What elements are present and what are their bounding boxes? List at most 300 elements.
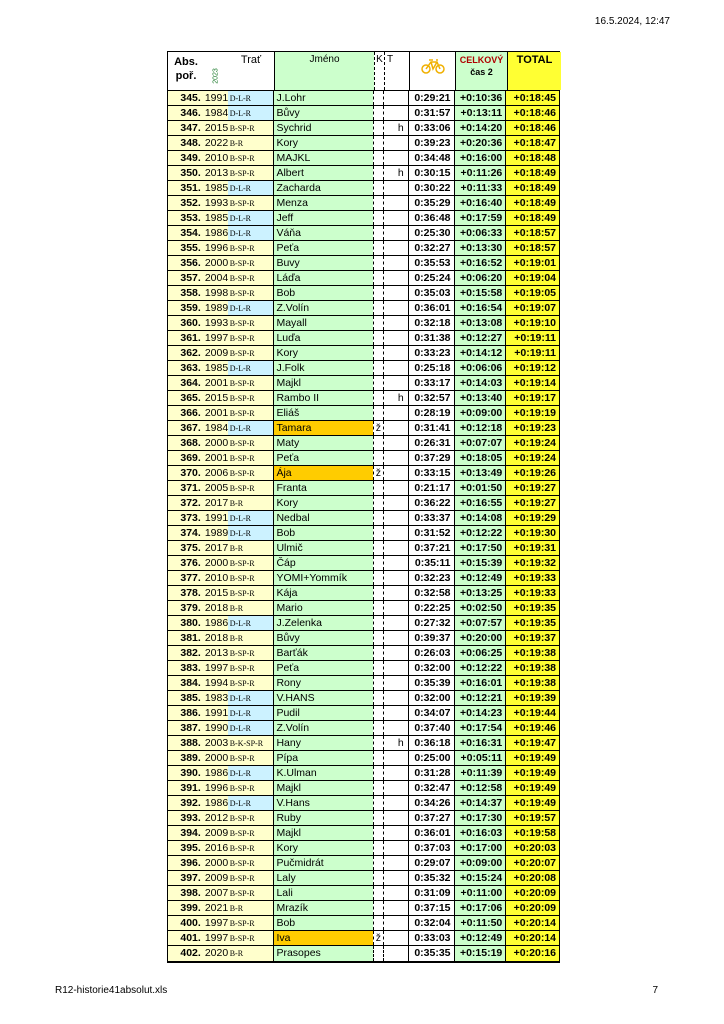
year-cell: 2022 [204, 137, 228, 149]
year-cell: 1990 [204, 722, 228, 734]
abs-cell: 347. [168, 121, 204, 135]
time-cell: 0:26:31 [408, 436, 454, 450]
trat-cell: B-SP-R [228, 661, 274, 675]
total-cell: +0:19:27 [505, 481, 559, 495]
table-row [168, 361, 559, 376]
trat-cell: B-SP-R [228, 196, 274, 210]
celkovy-cell: +0:11:00 [454, 886, 506, 900]
celkovy-cell: +0:17:06 [454, 901, 506, 915]
k-cell [373, 166, 383, 180]
name-cell: Iva [273, 931, 372, 945]
time-cell: 0:33:17 [408, 376, 454, 390]
trat-cell: B-SP-R [228, 346, 274, 360]
t-cell [383, 91, 408, 105]
year-cell: 1984 [204, 107, 228, 119]
year-cell: 1984 [204, 422, 228, 434]
table-row [168, 496, 559, 511]
t-cell [383, 586, 408, 600]
time-cell: 0:33:37 [408, 511, 454, 525]
t-cell [383, 886, 408, 900]
trat-cell: B-SP-R [228, 841, 274, 855]
celkovy-cell: +0:11:39 [454, 766, 506, 780]
name-cell: Tamara [273, 421, 372, 435]
time-cell: 0:37:29 [408, 451, 454, 465]
time-cell: 0:27:32 [408, 616, 454, 630]
time-cell: 0:35:11 [408, 556, 454, 570]
k-cell [373, 196, 383, 210]
k-cell [373, 361, 383, 375]
year-cell: 1985 [204, 182, 228, 194]
total-cell: +0:19:31 [505, 541, 559, 555]
total-cell: +0:19:07 [505, 301, 559, 315]
t-cell [383, 526, 408, 540]
celkovy-cell: +0:12:18 [454, 421, 506, 435]
year-cell: 2000 [204, 557, 228, 569]
trat-cell: D-L-R [228, 91, 274, 105]
abs-cell: 394. [168, 826, 204, 840]
name-cell: Bob [273, 286, 372, 300]
table-row [168, 901, 559, 916]
total-cell: +0:19:49 [505, 781, 559, 795]
table-row [168, 421, 559, 436]
year-cell: 2001 [204, 377, 228, 389]
trat-cell: D-L-R [228, 706, 274, 720]
year-cell: 1991 [204, 707, 228, 719]
celkovy-cell: +0:13:25 [454, 586, 506, 600]
table-row [168, 586, 559, 601]
name-cell: Albert [273, 166, 372, 180]
time-cell: 0:33:23 [408, 346, 454, 360]
abs-cell: 345. [168, 91, 204, 105]
total-cell: +0:18:57 [505, 241, 559, 255]
name-cell: Bůvy [273, 106, 372, 120]
table-body [167, 91, 560, 963]
k-cell [373, 226, 383, 240]
time-cell: 0:31:52 [408, 526, 454, 540]
t-cell: h [383, 121, 408, 135]
k-cell [373, 586, 383, 600]
total-cell: +0:18:45 [505, 91, 559, 105]
year-cell: 1994 [204, 677, 228, 689]
k-cell [373, 121, 383, 135]
abs-cell: 373. [168, 511, 204, 525]
trat-cell: D-L-R [228, 511, 274, 525]
total-cell: +0:20:07 [505, 856, 559, 870]
name-cell: Sychrid [273, 121, 372, 135]
year-cell: 1983 [204, 692, 228, 704]
k-cell: ž [373, 466, 383, 480]
table-row [168, 301, 559, 316]
k-cell [373, 391, 383, 405]
time-cell: 0:25:24 [408, 271, 454, 285]
abs-cell: 366. [168, 406, 204, 420]
time-cell: 0:36:01 [408, 826, 454, 840]
abs-cell: 362. [168, 346, 204, 360]
year-cell: 1996 [204, 782, 228, 794]
trat-cell: B-SP-R [228, 826, 274, 840]
k-cell [373, 106, 383, 120]
trat-cell: D-L-R [228, 766, 274, 780]
t-cell [383, 226, 408, 240]
trat-cell: D-L-R [228, 361, 274, 375]
total-cell: +0:18:49 [505, 211, 559, 225]
footer-filename: R12-historie41absolut.xls [55, 985, 168, 996]
t-cell [383, 931, 408, 945]
year-cell: 2013 [204, 647, 228, 659]
trat-cell: B-SP-R [228, 811, 274, 825]
celkovy-cell: +0:14:23 [454, 706, 506, 720]
celkovy-cell: +0:17:54 [454, 721, 506, 735]
k-cell [373, 271, 383, 285]
time-cell: 0:25:30 [408, 226, 454, 240]
t-cell [383, 571, 408, 585]
k-cell [373, 676, 383, 690]
celkovy-cell: +0:16:03 [454, 826, 506, 840]
year-cell: 1986 [204, 617, 228, 629]
total-cell: +0:19:39 [505, 691, 559, 705]
celkovy-cell: +0:06:33 [454, 226, 506, 240]
time-cell: 0:32:00 [408, 691, 454, 705]
name-cell: Kory [273, 841, 372, 855]
k-cell [373, 796, 383, 810]
trat-cell: D-L-R [228, 301, 274, 315]
t-cell [383, 901, 408, 915]
k-cell [373, 181, 383, 195]
t-cell [383, 616, 408, 630]
table-row [168, 751, 559, 766]
t-cell [383, 601, 408, 615]
k-cell [373, 736, 383, 750]
abs-cell: 375. [168, 541, 204, 555]
t-cell [383, 646, 408, 660]
time-cell: 0:32:00 [408, 661, 454, 675]
table-row [168, 946, 559, 961]
celkovy-cell: +0:06:25 [454, 646, 506, 660]
print-timestamp: 16.5.2024, 12:47 [594, 16, 670, 27]
table-row [168, 706, 559, 721]
k-cell [373, 721, 383, 735]
time-cell: 0:32:57 [408, 391, 454, 405]
name-cell: Majkl [273, 376, 372, 390]
t-cell [383, 436, 408, 450]
time-cell: 0:35:39 [408, 676, 454, 690]
time-cell: 0:25:00 [408, 751, 454, 765]
name-cell: Láďa [273, 271, 372, 285]
t-cell [383, 811, 408, 825]
table-row [168, 286, 559, 301]
trat-cell: B-SP-R [228, 376, 274, 390]
trat-cell: B-SP-R [228, 121, 274, 135]
abs-cell: 348. [168, 136, 204, 150]
celkovy-cell: +0:01:50 [454, 481, 506, 495]
total-cell: +0:19:24 [505, 451, 559, 465]
abs-cell: 393. [168, 811, 204, 825]
table-row [168, 436, 559, 451]
total-cell: +0:19:57 [505, 811, 559, 825]
trat-cell: B-SP-R [228, 556, 274, 570]
name-cell: Kory [273, 136, 372, 150]
trat-cell: B-SP-R [228, 451, 274, 465]
total-cell: +0:19:12 [505, 361, 559, 375]
trat-cell: B-SP-R [228, 871, 274, 885]
celkovy-cell: +0:14:03 [454, 376, 506, 390]
abs-cell: 390. [168, 766, 204, 780]
k-cell [373, 781, 383, 795]
year-cell: 2017 [204, 542, 228, 554]
table-row [168, 481, 559, 496]
table-row [168, 721, 559, 736]
k-cell [373, 916, 383, 930]
abs-cell: 382. [168, 646, 204, 660]
celkovy-cell: +0:05:11 [454, 751, 506, 765]
time-cell: 0:31:38 [408, 331, 454, 345]
name-cell: Rambo II [273, 391, 372, 405]
time-cell: 0:25:18 [408, 361, 454, 375]
abs-cell: 368. [168, 436, 204, 450]
k-cell [373, 661, 383, 675]
table-row [168, 181, 559, 196]
celkovy-cell: +0:14:20 [454, 121, 506, 135]
time-cell: 0:26:03 [408, 646, 454, 660]
abs-cell: 360. [168, 316, 204, 330]
celkovy-cell: +0:12:22 [454, 661, 506, 675]
table-row [168, 241, 559, 256]
t-cell [383, 856, 408, 870]
table-row [168, 796, 559, 811]
k-cell [373, 316, 383, 330]
time-cell: 0:21:17 [408, 481, 454, 495]
total-cell: +0:19:58 [505, 826, 559, 840]
name-cell: Menza [273, 196, 372, 210]
time-cell: 0:35:29 [408, 196, 454, 210]
name-cell: J.Lohr [273, 91, 372, 105]
t-cell [383, 826, 408, 840]
total-cell: +0:18:46 [505, 106, 559, 120]
total-cell: +0:19:32 [505, 556, 559, 570]
abs-cell: 352. [168, 196, 204, 210]
total-cell: +0:19:33 [505, 586, 559, 600]
name-cell: Barťák [273, 646, 372, 660]
name-cell: Majkl [273, 826, 372, 840]
celkovy-cell: +0:12:58 [454, 781, 506, 795]
t-cell [383, 316, 408, 330]
year-cell: 2020 [204, 947, 228, 959]
celkovy-cell: +0:06:06 [454, 361, 506, 375]
k-cell [373, 601, 383, 615]
trat-cell: B-R [228, 946, 274, 961]
year-label: 2023 [212, 68, 220, 84]
abs-cell: 396. [168, 856, 204, 870]
t-cell [383, 556, 408, 570]
time-cell: 0:35:03 [408, 286, 454, 300]
name-cell: Eliáš [273, 406, 372, 420]
total-cell: +0:19:30 [505, 526, 559, 540]
time-cell: 0:34:48 [408, 151, 454, 165]
name-cell: Luďa [273, 331, 372, 345]
celkovy-cell: +0:16:01 [454, 676, 506, 690]
time-cell: 0:37:21 [408, 541, 454, 555]
t-cell [383, 256, 408, 270]
time-cell: 0:32:23 [408, 571, 454, 585]
time-cell: 0:29:21 [408, 91, 454, 105]
t-cell [383, 376, 408, 390]
abs-cell: 385. [168, 691, 204, 705]
time-cell: 0:36:01 [408, 301, 454, 315]
name-cell: Rony [273, 676, 372, 690]
table-row [168, 316, 559, 331]
k-cell [373, 886, 383, 900]
celkovy-cell: +0:17:59 [454, 211, 506, 225]
celkovy-cell: +0:17:00 [454, 841, 506, 855]
bicycle-icon [421, 58, 445, 74]
k-cell [373, 616, 383, 630]
name-cell: Pudil [273, 706, 372, 720]
trat-cell: B-SP-R [228, 391, 274, 405]
t-cell: h [383, 391, 408, 405]
total-cell: +0:19:11 [505, 331, 559, 345]
total-cell: +0:20:16 [505, 946, 559, 961]
name-cell: Peťa [273, 451, 372, 465]
trat-cell: B-SP-R [228, 916, 274, 930]
total-cell: +0:20:03 [505, 841, 559, 855]
table-row [168, 391, 559, 406]
name-cell: Z.Volín [273, 301, 372, 315]
celkovy-cell: +0:13:30 [454, 241, 506, 255]
trat-cell: B-SP-R [228, 586, 274, 600]
t-cell [383, 541, 408, 555]
total-cell: +0:19:35 [505, 601, 559, 615]
name-cell: Prasopes [273, 946, 372, 961]
k-cell [373, 631, 383, 645]
time-cell: 0:33:03 [408, 931, 454, 945]
total-cell: +0:19:01 [505, 256, 559, 270]
abs-cell: 383. [168, 661, 204, 675]
table-row [168, 676, 559, 691]
k-cell [373, 256, 383, 270]
celkovy-cell: +0:12:49 [454, 571, 506, 585]
trat-cell: B-R [228, 496, 274, 510]
time-cell: 0:31:57 [408, 106, 454, 120]
name-cell: Mrazík [273, 901, 372, 915]
name-cell: Jeff [273, 211, 372, 225]
trat-cell: B-SP-R [228, 751, 274, 765]
k-cell [373, 811, 383, 825]
year-cell: 2010 [204, 572, 228, 584]
celkovy-cell: +0:11:26 [454, 166, 506, 180]
trat-cell: B-SP-R [228, 166, 274, 180]
year-cell: 2004 [204, 272, 228, 284]
total-cell: +0:20:09 [505, 886, 559, 900]
col-time-header [409, 52, 455, 90]
name-cell: Kája [273, 586, 372, 600]
trat-cell: B-SP-R [228, 151, 274, 165]
year-cell: 2009 [204, 872, 228, 884]
celkovy-cell: +0:16:31 [454, 736, 506, 750]
trat-cell: D-L-R [228, 421, 274, 435]
abs-cell: 399. [168, 901, 204, 915]
name-cell: Z.Volín [273, 721, 372, 735]
t-cell: h [383, 736, 408, 750]
total-cell: +0:18:57 [505, 226, 559, 240]
abs-cell: 351. [168, 181, 204, 195]
t-cell [383, 151, 408, 165]
trat-cell: B-SP-R [228, 331, 274, 345]
year-cell: 2003 [204, 737, 228, 749]
celkovy-cell: +0:09:00 [454, 856, 506, 870]
celkovy-cell: +0:11:33 [454, 181, 506, 195]
celkovy-cell: +0:13:11 [454, 106, 506, 120]
t-cell [383, 286, 408, 300]
time-cell: 0:35:53 [408, 256, 454, 270]
table-row [168, 376, 559, 391]
trat-cell: D-L-R [228, 796, 274, 810]
celkovy-cell: +0:15:19 [454, 946, 506, 961]
celkovy-cell: +0:09:00 [454, 406, 506, 420]
celkovy-cell: +0:02:50 [454, 601, 506, 615]
year-cell: 2010 [204, 152, 228, 164]
abs-cell: 356. [168, 256, 204, 270]
table-row [168, 136, 559, 151]
time-cell: 0:36:22 [408, 496, 454, 510]
abs-cell: 371. [168, 481, 204, 495]
celkovy-cell: +0:07:57 [454, 616, 506, 630]
t-cell [383, 271, 408, 285]
time-cell: 0:30:15 [408, 166, 454, 180]
abs-cell: 376. [168, 556, 204, 570]
col-name-header: Jméno [274, 52, 374, 90]
table-row [168, 406, 559, 421]
time-cell: 0:36:48 [408, 211, 454, 225]
total-cell: +0:19:33 [505, 571, 559, 585]
name-cell: Buvy [273, 256, 372, 270]
name-cell: Pípa [273, 751, 372, 765]
name-cell: Ruby [273, 811, 372, 825]
trat-cell: B-R [228, 136, 274, 150]
time-cell: 0:39:37 [408, 631, 454, 645]
trat-cell: B-SP-R [228, 466, 274, 480]
abs-cell: 367. [168, 421, 204, 435]
t-cell [383, 751, 408, 765]
trat-cell: B-SP-R [228, 856, 274, 870]
total-cell: +0:19:37 [505, 631, 559, 645]
table-row [168, 871, 559, 886]
abs-cell: 363. [168, 361, 204, 375]
name-cell: Ulmič [273, 541, 372, 555]
celkovy-cell: +0:10:36 [454, 91, 506, 105]
col-t-header: T [384, 52, 409, 90]
total-cell: +0:19:38 [505, 646, 559, 660]
k-cell [373, 706, 383, 720]
name-cell: Bob [273, 916, 372, 930]
table-row [168, 781, 559, 796]
k-cell [373, 901, 383, 915]
abs-cell: 372. [168, 496, 204, 510]
abs-cell: 354. [168, 226, 204, 240]
table-row [168, 931, 559, 946]
k-cell [373, 331, 383, 345]
col-year-header [204, 52, 228, 90]
col-celkovy-header [455, 52, 507, 90]
time-cell: 0:35:32 [408, 871, 454, 885]
trat-cell: B-SP-R [228, 271, 274, 285]
time-cell: 0:32:18 [408, 316, 454, 330]
k-cell: ž [373, 421, 383, 435]
celkovy-cell: +0:14:12 [454, 346, 506, 360]
total-cell: +0:20:09 [505, 901, 559, 915]
year-cell: 2006 [204, 467, 228, 479]
k-cell [373, 541, 383, 555]
t-cell [383, 946, 408, 961]
